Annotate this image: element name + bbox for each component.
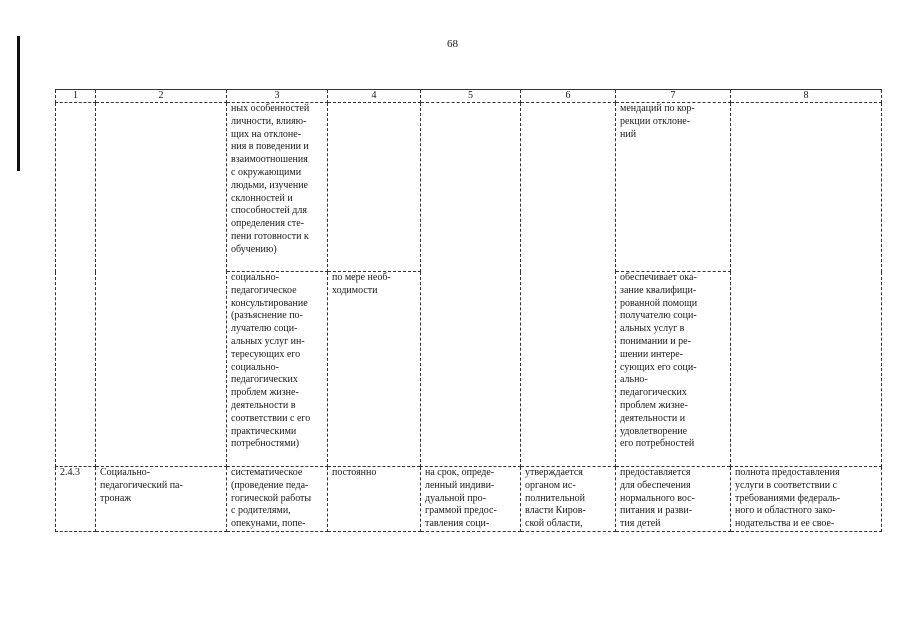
page-number: 68 — [447, 38, 458, 50]
header-col-4: 4 — [328, 90, 421, 103]
cell-term: на срок, опреде- ленный индиви- дуальной про- граммой предос- тавления соци- — [421, 467, 521, 532]
cell-term — [421, 103, 521, 467]
cell-service-content: систематическое (проведение педа- гогической работы с родителями, опекунами, попе- — [227, 467, 328, 532]
cell-frequency — [328, 103, 421, 272]
cell-service-name — [96, 103, 227, 467]
header-col-3: 3 — [227, 90, 328, 103]
cell-quality: полнота предоставления услуги в соответствии с требованиями федераль- ного и областного зако- нодательства и ее свое- — [731, 467, 882, 532]
cell-number — [56, 103, 96, 467]
cell-quality — [731, 103, 882, 467]
cell-result: предоставляется для обеспечения нормального вос- питания и разви- тия детей — [616, 467, 731, 532]
left-margin-bar — [17, 36, 20, 171]
cell-frequency: по мере необ- ходимости — [328, 272, 421, 467]
header-col-5: 5 — [421, 90, 521, 103]
cell-result: мендаций по кор- рекции отклоне- ний — [616, 103, 731, 272]
table-row — [56, 467, 882, 532]
header-row — [56, 90, 882, 103]
cell-result: обеспечивает ока- зание квалифици- рованной помощи получателю соци- альных услуг в понимании и ре- шении интере- сующих его соци- ально- педагогических проблем жизне- деятельности и удовлетворение его потребностей — [616, 272, 731, 467]
header-col-1: 1 — [56, 90, 96, 103]
header-col-7: 7 — [616, 90, 731, 103]
header-col-2: 2 — [96, 90, 227, 103]
cell-service-content: социально- педагогическое консультирование (разъяснение по- лучателю соци- альных услуг ин- тересующих его социально- педагогических проблем жизне- деятельности в соответствии с его практическими потребностями) — [227, 272, 328, 467]
cell-approval: утверждается органом ис- полнительной власти Киров- ской области, — [521, 467, 616, 532]
cell-service-name: Социально- педагогический па- тронаж — [96, 467, 227, 532]
header-col-8: 8 — [731, 90, 882, 103]
cell-approval — [521, 103, 616, 467]
services-table — [55, 89, 882, 532]
header-col-6: 6 — [521, 90, 616, 103]
cell-frequency: постоянно — [328, 467, 421, 532]
table-row — [56, 103, 882, 272]
cell-number: 2.4.3 — [56, 467, 96, 532]
cell-service-content: ных особенностей личности, влияю- щих на отклоне- ния в поведении и взаимоотношения с окружающими людьми, изучение склонностей и способностей для определения сте- пени готовности к обучению) — [227, 103, 328, 272]
